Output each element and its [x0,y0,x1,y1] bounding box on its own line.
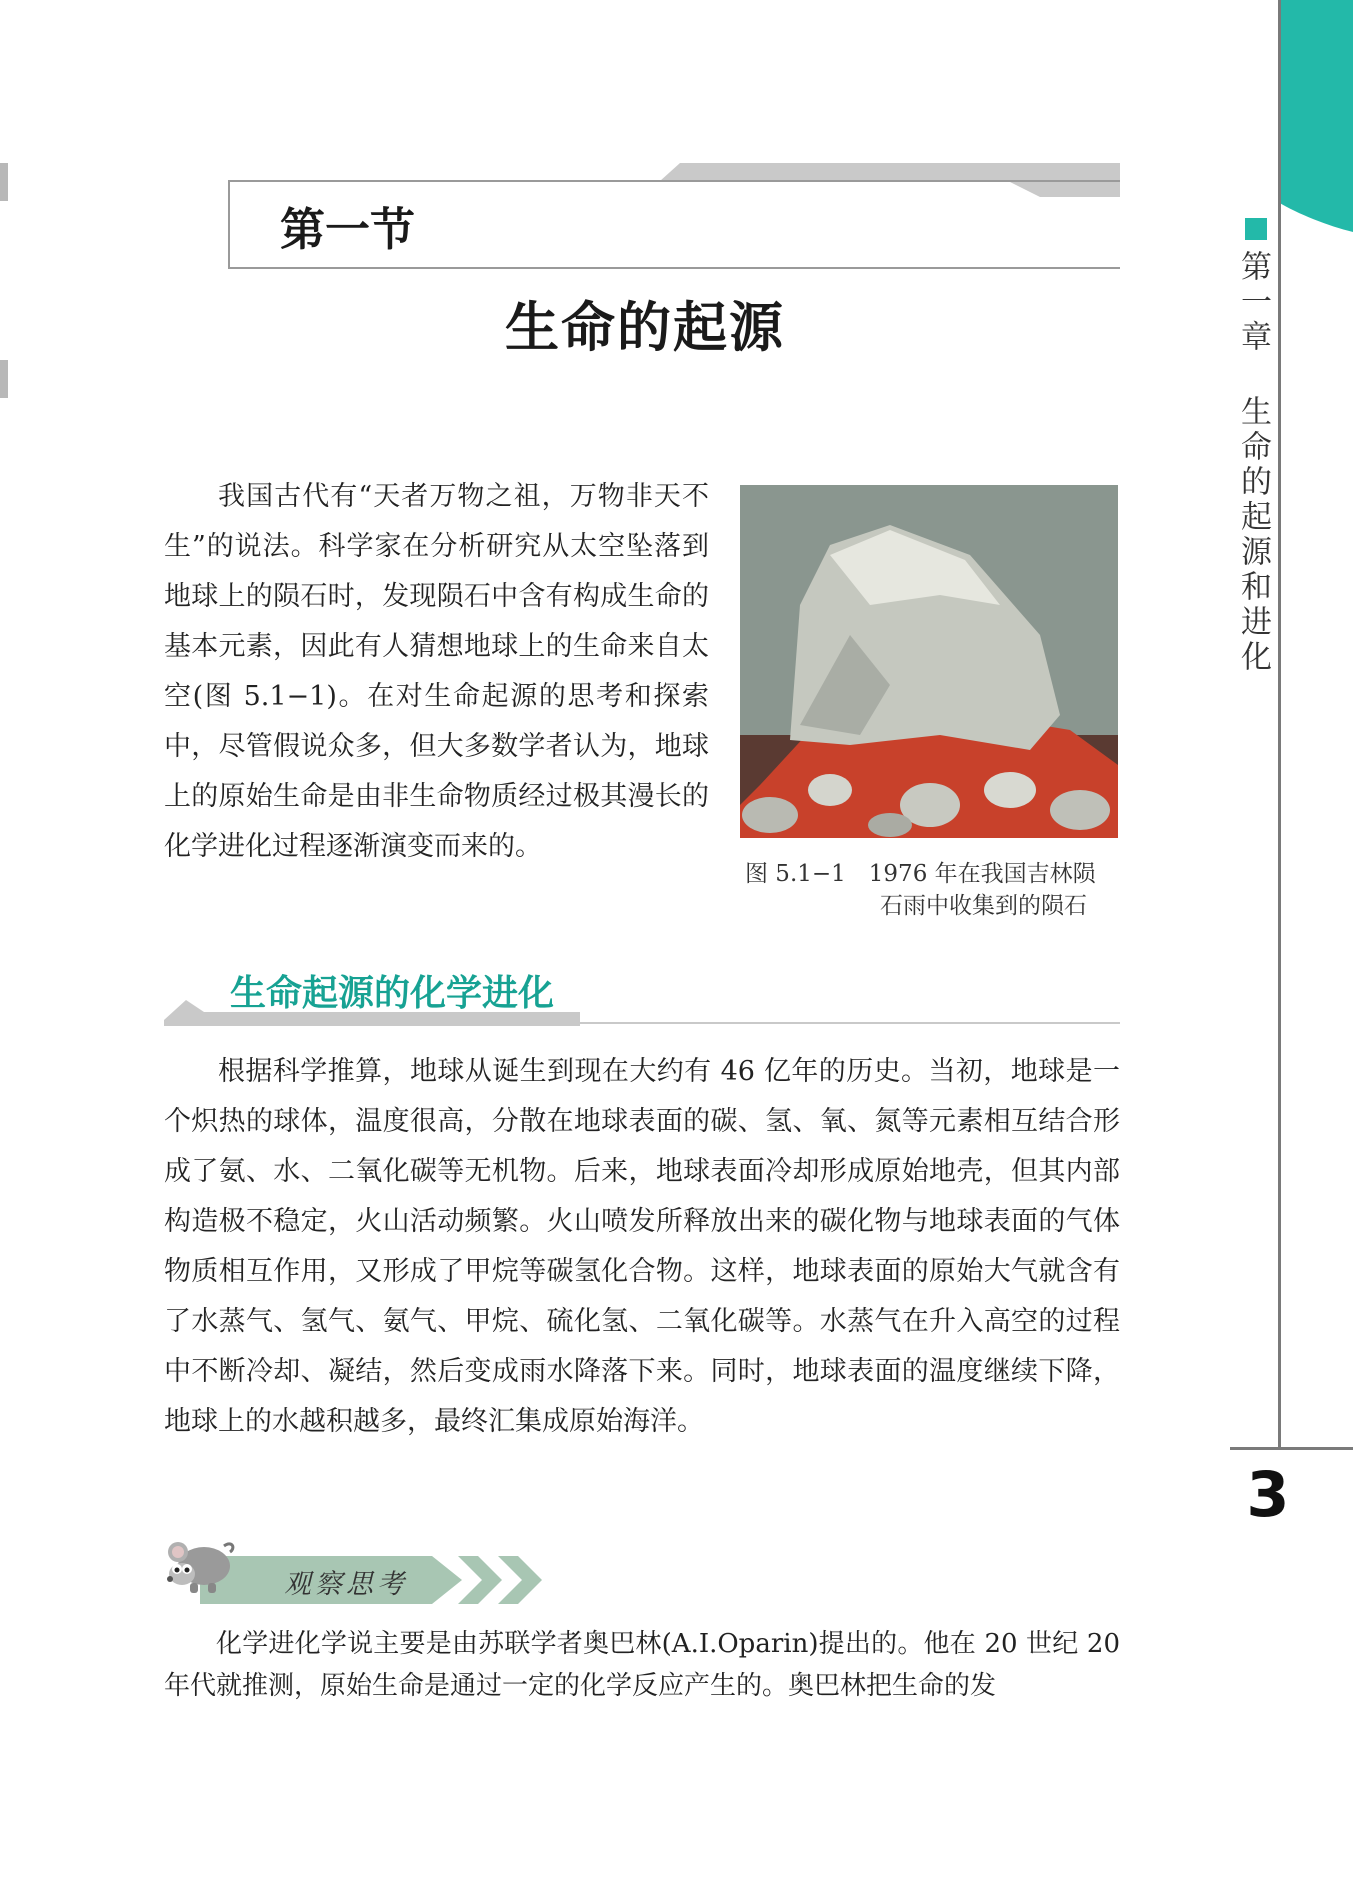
observe-label: 观察思考 [284,1569,408,1600]
edge-mark-bottom [0,360,8,398]
subsection-paragraph: 根据科学推算，地球从诞生到现在大约有 46 亿年的历史。当初，地球是一个炽热的球体，温度很高，分散在地球表面的碳、氢、氧、氮等元素相互结合形成了氨、水、二氧化碳等无机物。后来，地球表面冷却形成原始地壳，但其内部构造极不稳定，火山活动频繁。火山喷发所释放出来的碳化物与地球表面的气体物质相互作用，又形成了甲烷等碳氢化合物。这样，地球表面的原始大气就含有了水蒸气、氢气、氨气、甲烷、硫化氢、二氧化碳等。水蒸气在升入高空的过程中不断冷却、凝结，然后变成雨水降落下来。同时，地球表面的温度继续下降，地球上的水越积越多，最终汇集成原始海洋。 [164,1056,1120,1437]
observe-paragraph: 化学进化学说主要是由苏联学者奥巴林(A.I.Oparin)提出的。他在 20 世纪 20 年代就推测，原始生命是通过一定的化学反应产生的。奥巴林把生命的发 [164,1629,1120,1701]
meteorite-photo [740,485,1118,838]
subsection-title: 生命起源的化学进化 [230,973,555,1014]
figure-caption-line-2: 石雨中收集到的陨石 [880,893,1087,919]
page-title: 生命的起源 [505,296,785,359]
edge-mark-top [0,163,8,201]
page-number: 3 [1246,1458,1290,1531]
figure-caption-line-1: 图 5.1−1 1976 年在我国吉林陨 [745,861,1096,887]
chapter-tab-title: 第一章 生命的起源和进化 [1235,250,1271,675]
chapter-tab-color-band [1278,0,1353,232]
intro-paragraph: 我国古代有“天者万物之祖，万物非天不生”的说法。科学家在分析研究从太空坠落到地球上的陨石时，发现陨石中含有构成生命的基本元素，因此有人猜想地球上的生命来自太空(图 5.1−1)。在对生命起源的思考和探索中，尽管假说众多，但大多数学者认为，地球上的原始生命是由非生命物质经过极其漫长的化学进化过程逐渐演变而来的。 [164,481,709,862]
chapter-tab-rule [1278,0,1281,1448]
chevron-arrows-icon [458,1556,558,1604]
subsection-rule [580,1022,1120,1024]
page-number-rule [1230,1447,1353,1450]
mouse-mascot-icon [166,1536,238,1598]
chapter-tab-square-icon [1245,218,1267,240]
section-label: 第一节 [280,203,416,256]
